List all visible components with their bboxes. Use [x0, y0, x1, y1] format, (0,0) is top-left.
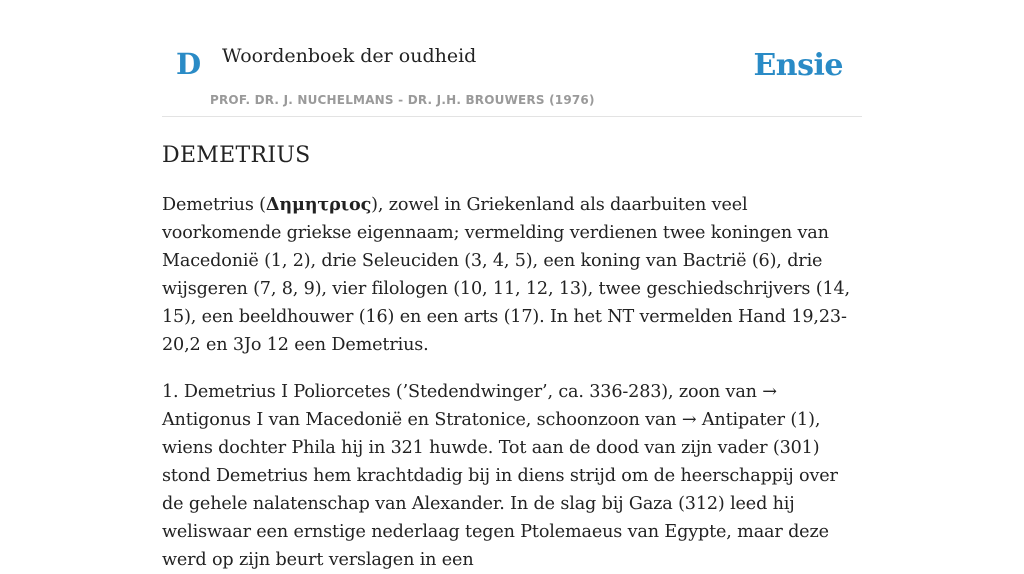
entry-headword: DEMETRIUS [162, 143, 311, 168]
paragraph-text-before: Demetrius ( [162, 195, 266, 215]
page [162, 0, 862, 574]
paragraph-text-after: ), zowel in Griekenland als daarbuiten veel voorkomende griekse eigennaam; vermelding verdienen twee koningen van Macedonië (1, 2), drie Seleuciden (3, 4, 5), een koning van Bactrië (6), drie wijsgeren (7, 8, 9), vier filologen (10, 11, 12, 13), twee geschiedschrijvers (14, 15), een beeldhouwer (16) en een arts (17). In het NT vermelden Hand 19,23-20,2 en 3Jo 12 een Demetrius. [162, 195, 850, 355]
entry-paragraph-intro [162, 191, 862, 359]
book-authors: PROF. DR. J. NUCHELMANS - DR. J.H. BROUWERS (1976) [210, 93, 595, 107]
greek-term: Δημητριος [265, 194, 372, 215]
letter-badge: D [176, 47, 202, 81]
entry-paragraph-1: 1. Demetrius I Poliorcetes (’Stedendwinger’, ca. 336-283), zoon van → Antigonus I van Macedonië en Stratonice, schoonzoon van → Antipater (1), wiens dochter Phila hij in 321 huwde. Tot aan de dood van zijn vader (301) stond Demetrius hem krachtdadig bij in diens strijd om de heerschappij over de gehele nalatenschap van Alexander. In de slag bij Gaza (312) leed hij weliswaar een ernstige nederlaag tegen Ptolemaeus van Egypte, maar deze werd op zijn beurt verslagen in een [162, 382, 838, 570]
book-title[interactable]: Woordenboek der oudheid [222, 45, 477, 67]
ensie-logo[interactable]: Ensie [753, 48, 843, 83]
header [162, 0, 862, 117]
